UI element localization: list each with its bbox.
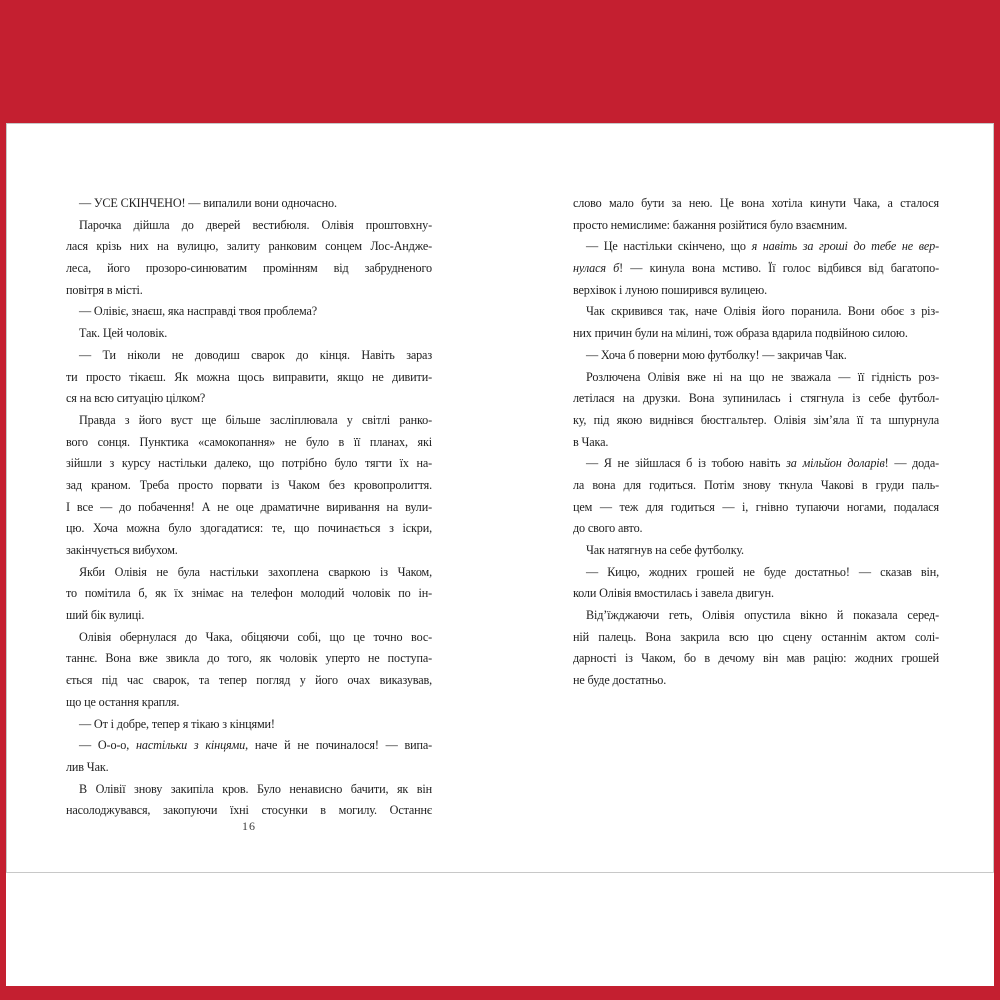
text-line: ла вона для годиться. Потім знову ткнула Чакові в груди паль- xyxy=(573,477,939,492)
text-line: зад краном. Треба просто порвати із Чаком без кровопролиття. xyxy=(66,477,432,492)
text-line: просто немислиме: бажання розійтися було взаємним. xyxy=(573,217,848,232)
text-line: дарності із Чаком, бо в дечому він мав рацію: жодних грошей xyxy=(573,651,939,666)
text-line: Чак скривився так, наче Олівія його поранила. Вони обоє з різ- xyxy=(586,304,939,319)
text-line: Правда з його вуст ще більше засліплювала у світлі ранко- xyxy=(79,412,432,427)
text-line: — Кицю, жодних грошей не буде достатньо! — сказав він, xyxy=(586,564,939,579)
text-line: ся на всю ситуацію цілком? xyxy=(66,391,206,406)
text-line: повітря в місті. xyxy=(66,282,143,297)
text-line: слово мало бути за нею. Це вона хотіла кинути Чака, а сталося xyxy=(573,196,939,210)
text-line: насолоджувався, закопуючи їхні стосунки в могилу. Останнє xyxy=(66,803,432,818)
text-line: — Олівіє, знаєш, яка насправді твоя проблема? xyxy=(79,304,317,319)
text-line: Так. Цей чоловік. xyxy=(79,326,168,341)
page-number: 16 xyxy=(242,819,256,833)
text-line: ший бік вулиці. xyxy=(66,608,145,623)
text-line: зійшли з курсу настільки далеко, що потрібно було тягти їх на- xyxy=(66,456,432,471)
text-line: не буде достатньо. xyxy=(573,673,667,688)
scanned-sheet xyxy=(6,123,994,873)
text-line: леса, його прозоро-синюватим промінням від забрудненого xyxy=(66,261,432,276)
text-line: Чак натягнув на себе футболку. xyxy=(586,543,744,557)
text-line: в Чака. xyxy=(573,434,609,449)
text-line: — Хоча б поверни мою футболку! — закричав Чак. xyxy=(586,347,847,362)
text-line: — Ти ніколи не доводиш сварок до кінця. Навіть зараз xyxy=(79,347,432,362)
text-line: Розлючена Олівія вже ні на що не зважала — її гідність роз- xyxy=(586,369,939,384)
text-line: Парочка дійшла до дверей вестибюля. Олівія проштовхну- xyxy=(79,217,432,232)
text-line: — От і добре, тепер я тікаю з кінцями! xyxy=(79,716,275,731)
text-line: лася крізь них на вулицю, залиту ранковим сонцем Лос-Андже- xyxy=(66,239,432,254)
text-line: лив Чак. xyxy=(66,759,109,774)
text-line: вого сонця. Пунктика «самокопання» не було в її планах, які xyxy=(66,434,432,449)
text-line: — Я не зійшлася б із тобою навіть за мільйон доларів! — дода- xyxy=(586,456,939,471)
text-line: що це остання крапля. xyxy=(66,694,180,709)
page-column-right xyxy=(573,193,939,692)
text-line: ти просто тікаєш. Як можна щось виправити, якщо не дивити- xyxy=(66,369,432,384)
text-line: коли Олівія вмостилась і завела двигун. xyxy=(573,586,774,601)
text-line: таннє. Вона вже звикла до того, як чоловік уперто не поступа- xyxy=(66,651,432,666)
text-line: ку, під якою виднівся бюстгальтер. Олівія зім’яла її та шпурнула xyxy=(573,412,939,427)
text-line: В Олівії знову закипіла кров. Було ненависно бачити, як він xyxy=(79,781,432,796)
text-line: Від’їжджаючи геть, Олівія опустила вікно й показала серед- xyxy=(586,608,939,623)
text-line: — УСЕ СКІНЧЕНО! — випалили вони одночасно. xyxy=(79,196,337,210)
text-line: до свого авто. xyxy=(573,521,643,536)
text-line: летілася на друзки. Вона зупинилась і стягнула із себе футбол- xyxy=(573,391,939,406)
text-line: — Це настільки скінчено, що я навіть за гроші до тебе не вер- xyxy=(586,239,939,254)
text-line: Олівія обернулася до Чака, обіцяючи собі, що це точно вос- xyxy=(79,629,432,644)
text-line: цем — теж для годиться — і, гнівно тупаючи ногами, подалася xyxy=(573,499,939,514)
text-line: то помітила б, як їх знімає на телефон молодий чоловік по ін- xyxy=(66,586,432,601)
text-line: цю. Хоча можна було здогадатися: те, що починається з іскри, xyxy=(66,521,432,536)
page-column-left xyxy=(66,193,432,822)
text-line: — О-о-о, настільки з кінцями, наче й не починалося! — випа- xyxy=(79,738,432,753)
text-line: Якби Олівія не була настільки захоплена сваркою із Чаком, xyxy=(79,564,432,579)
text-line: І все — до побачення! А не оце драматичне виривання на вули- xyxy=(66,499,432,514)
text-line: них причин були на мілині, тож образа вдарила подвійною силою. xyxy=(573,326,908,341)
text-line: ній палець. Вона закрила всю цю сцену останнім актом солі- xyxy=(573,629,939,644)
text-line: ється під час сварок, та тепер погляд у його очах виказував, xyxy=(66,673,432,688)
book-page-spread xyxy=(6,123,994,986)
text-line: нулася б! — кинула вона мстиво. Її голос відбився від багатопо- xyxy=(573,261,939,276)
text-line: верхівок і луною поширився вулицею. xyxy=(573,282,767,297)
text-line: закінчується вибухом. xyxy=(66,543,178,557)
